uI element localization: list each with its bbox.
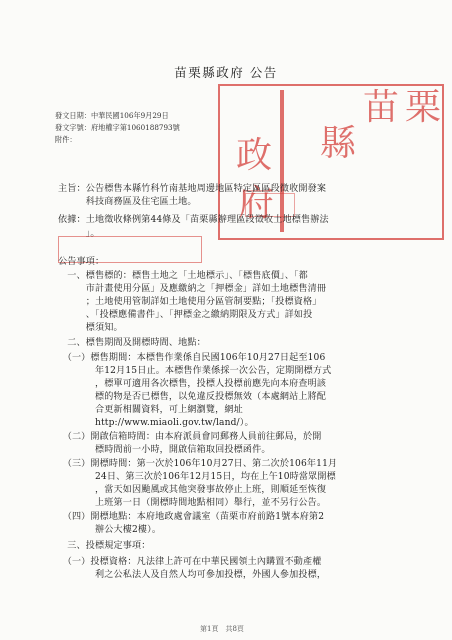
attachment-label: 附件： (55, 135, 77, 144)
section-heading: 二、標售期間及開標時間、地點： (58, 338, 206, 348)
text-line: 一、標售標的：標售土地之「土地標示」、「標售底價」、「都 (58, 271, 308, 281)
seal-char: 縣 (320, 123, 357, 164)
text-line: 年12月15日止。本標售作業係採一次公告，定期開標方式 (58, 366, 332, 376)
text-line: （一）投標資格：凡法律上許可在中華民國領土內購置不動產權 (58, 557, 322, 567)
text-line: 合更新相關資料，可上網瀏覽，網址 (58, 405, 243, 415)
text-line: 標的物是否已標售，以免違反投標無效（本處網站上將配 (58, 392, 327, 402)
seal-char: 府 (238, 183, 275, 224)
page-number: 第1頁 共8頁 (200, 625, 244, 633)
section-heading: 三、投標規定事項： (58, 541, 151, 551)
text-line: 標須知。 (58, 323, 123, 333)
text-line: 標時間前一小時，開啟信箱取回投標函件。 (58, 445, 271, 455)
page-title: 苗栗縣政府 公告 (174, 65, 278, 80)
seal-char: 栗 (405, 87, 442, 128)
basis-line: 依據：土地徵收條例第44條及「苗栗縣辦理區段徵收土地標售辦法 (58, 215, 329, 225)
text-line: 、「投標應備書件」、「押標金之繳納期限及方式」詳如投 (58, 310, 313, 320)
text-line: （四）開標地點：本府地政處會議室（苗栗市府前路1號本府第2 (58, 512, 325, 522)
text-line: ；土地使用管制詳如土地使用分區管制要點；「投標資格」 (58, 297, 322, 307)
text-line: （二）開啟信箱時間：由本府派員會同郵務人員前往郵局，於開 (58, 432, 322, 442)
website-link[interactable]: http://www.miaoli.gov.tw/land/）。 (58, 418, 254, 428)
text-line: 上班第一日（開標時間地點相同）舉行，並不另行公告。 (58, 498, 327, 508)
text-line: 市計畫使用分區」及應繳納之「押標金」詳如土地標售清冊 (58, 284, 327, 294)
text-line: ，標單可適用各次標售，投標人投標前應先向本府查明該 (58, 379, 327, 389)
text-line: 辦公大樓2樓）。 (58, 525, 162, 535)
text-line: 利之公私法人及自然人均可參加投標，外國人參加投標， (58, 570, 327, 580)
subject-line: 主旨：公告標售本縣竹科竹南基地周邊地區特定區區段徵收開發案 (58, 184, 327, 194)
seal-char: 苗 (363, 87, 400, 128)
text-line: 24日、第三次於106年12月15日，均在上午10時當眾開標 (58, 472, 336, 482)
text-line: ，當天如因颱風或其他突發事故停止上班，則順延至恢復 (58, 485, 327, 495)
section-heading: 公告事項： (58, 257, 105, 267)
basis-line: 」。 (58, 229, 100, 239)
text-line: （三）開標時間：第一次於106年10月27日、第二次於106年11月 (58, 459, 338, 469)
text-line: （一）標售期間：本標售作業係自民國106年10月27日起至106 (58, 353, 326, 363)
issue-date: 發文日期：中華民國106年9月29日 (55, 111, 169, 120)
document-number: 發文字號：府地權字第1060188793號 (55, 123, 180, 132)
seal-char: 政 (236, 135, 273, 176)
subject-line: 科技商務區及住宅區土地。 (58, 197, 197, 207)
